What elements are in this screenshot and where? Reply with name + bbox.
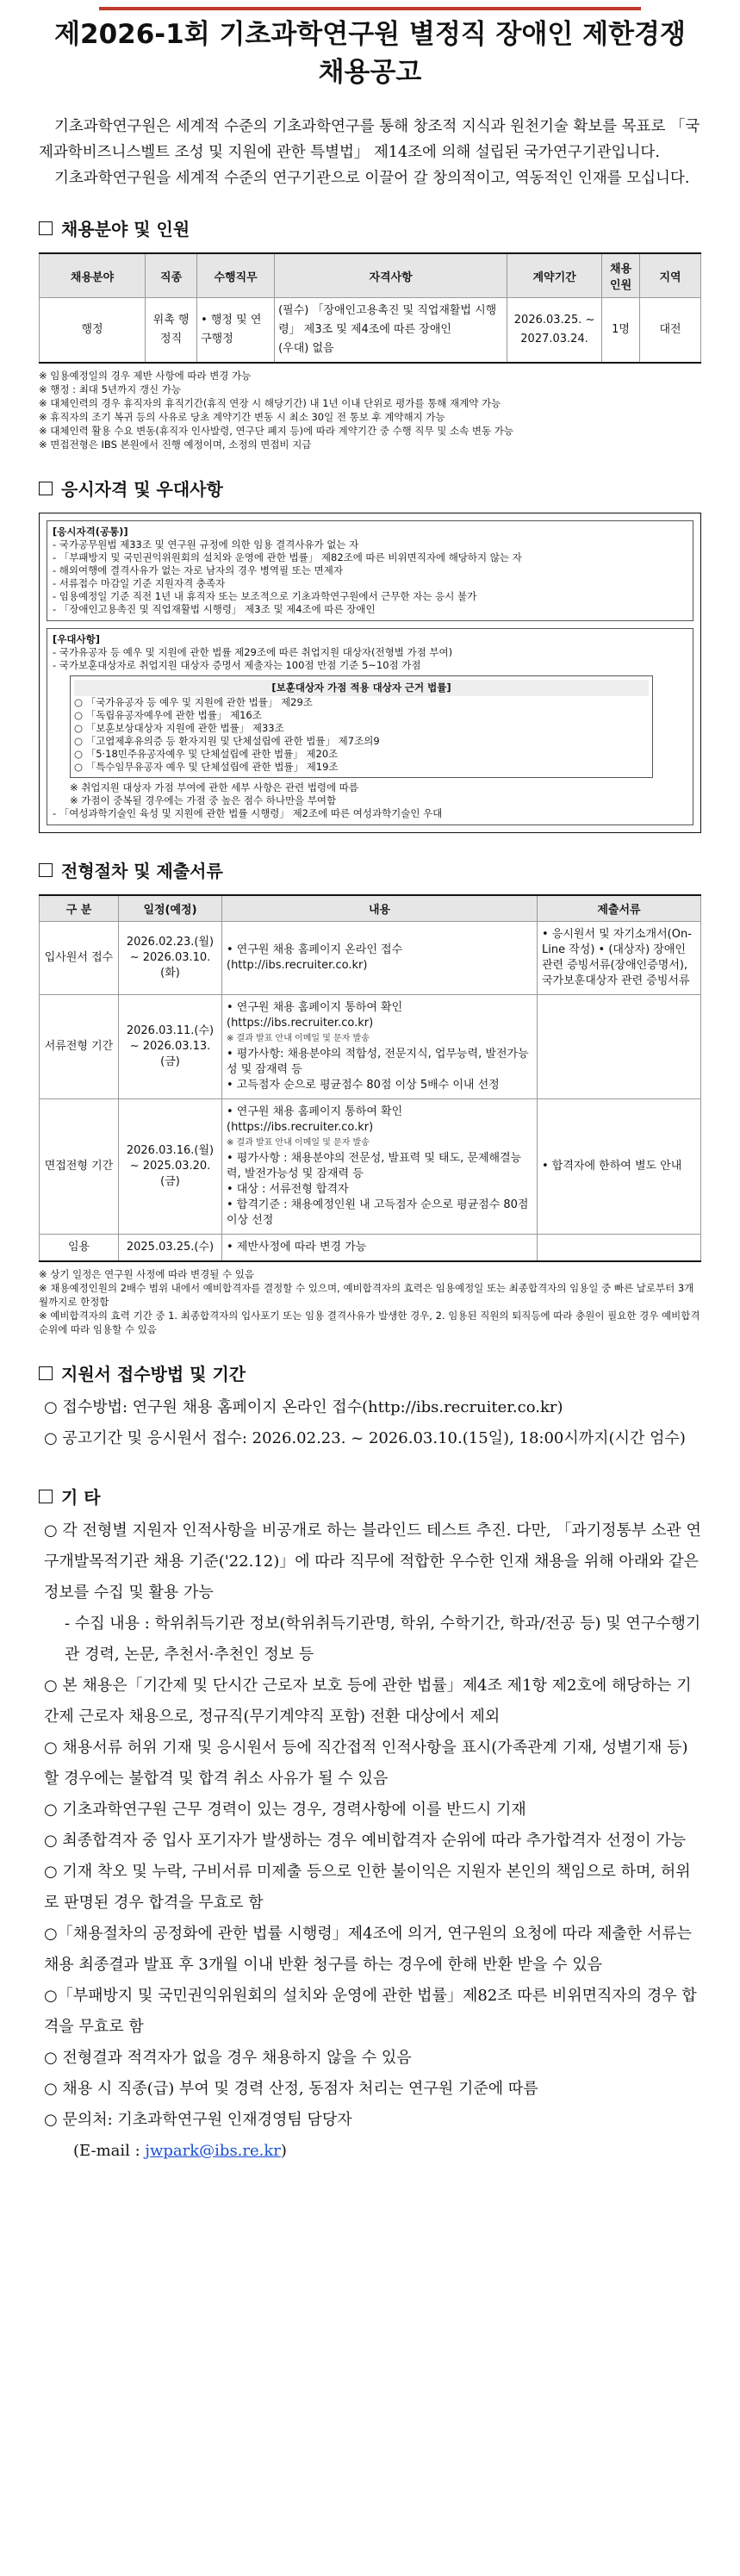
veteran-law-box: [70, 675, 653, 778]
stage-content: [222, 1235, 538, 1262]
process-table: [39, 894, 701, 1262]
table-header-row: [40, 253, 701, 298]
section-heading-eligibility: [39, 476, 701, 501]
qualification-preferred: (우대) 없음: [278, 342, 334, 355]
content-line: ※ 결과 발표 안내 이메일 및 문자 발송: [227, 1138, 370, 1148]
list-item: [44, 1733, 701, 1795]
checkbox-icon: [39, 863, 53, 877]
veteran-law-item: ○ 「고엽제후유의증 등 환자지원 및 단체설립에 관한 법률」 제7조의9: [74, 735, 380, 747]
table-header-row: [40, 895, 701, 922]
page-title: 제2026-1회 기초과학연구원 별정직 장애인 제한경쟁: [54, 19, 686, 50]
list-text: ○「채용절차의 공정화에 관한 법률 시행령」제4조에 의거, 연구원의 요청에 따라 제출한 서류는 채용 최종결과 발표 후 3개월 이내 반환 청구를 하는 경우에 한해 반환 받을 수 있음: [44, 1925, 693, 1974]
table-row: [40, 298, 701, 364]
positions-table: [39, 252, 701, 364]
list-text: ○ 문의처: 기초과학연구원 인재경영팀 담당자: [44, 2111, 352, 2129]
list-item: [44, 1919, 701, 1981]
email-label: (E-mail :: [73, 2142, 146, 2160]
cell-job: 위촉 행정직: [146, 298, 197, 364]
list-text: ○「부패방지 및 국민권익위원회의 설치와 운영에 관한 법률」제82조 따른 비위면직자의 경우 합격을 무효로 함: [44, 1987, 697, 2036]
section-title: 채용분야 및 인원: [61, 219, 190, 240]
table-header: 제출서류: [538, 895, 701, 922]
intro-paragraph: 기초과학연구원은 세계적 수준의 기초과학연구를 통해 창조적 지식과 원천기술 확보를 목표로 「국제과학비즈니스벨트 조성 및 지원에 관한 특별법」 제14조에 의해 설립된 국가연구기관입니다.: [39, 118, 700, 161]
list-item: [44, 2074, 701, 2105]
section-heading-application: [39, 1360, 701, 1385]
table-header: 채용분야: [40, 253, 146, 298]
content-line: • 연구원 채용 홈페이지 온라인 접수(http://ibs.recruiter.co.kr): [227, 943, 403, 972]
table-header: 계약기간: [507, 253, 602, 298]
eligibility-item: - 서류접수 마감일 기준 지원자격 충족자: [53, 577, 226, 589]
note: ※ 대체인력의 경우 휴직자의 휴직기간(휴직 연장 시 해당기간) 내 1년 이내 단위로 평가를 통해 재계약 가능: [39, 397, 501, 409]
content-line: • 평가사항 : 채용분야의 전문성, 발표력 및 태도, 문제해결능력, 발전가능성 및 잠재력 등: [227, 1152, 522, 1180]
list-text: ○ 채용서류 허위 기재 및 응시원서 등에 직간접적 인적사항을 표시(가족관계 기재, 성별기재 등)할 경우에는 불합격 및 합격 취소 사유가 될 수 있음: [44, 1739, 688, 1788]
table-header: 자격사항: [275, 253, 507, 298]
note: ※ 휴직자의 조기 복귀 등의 사유로 당초 계약기간 변동 시 최소 30일 전 통보 후 계약해지 가능: [39, 411, 445, 423]
table-header: 내용: [222, 895, 538, 922]
section-title: 기 타: [61, 1487, 101, 1508]
table-row: [40, 922, 701, 995]
stage-content: [222, 1099, 538, 1235]
list-text: ○ 기재 착오 및 누락, 구비서류 미제출 등으로 인한 불이익은 지원자 본인의 책임으로 하며, 허위로 판명된 경우 합격을 무효로 함: [44, 1863, 691, 1912]
list-item: [44, 1981, 701, 2043]
stage-docs: [538, 995, 701, 1099]
email-end: ): [280, 2142, 287, 2160]
veteran-law-item: ○ 「5·18민주유공자예우 및 단체설립에 관한 법률」 제20조: [74, 748, 339, 760]
stage-content: [222, 995, 538, 1099]
veteran-note: ※ 취업지원 대상자 가점 부여에 관한 세부 사항은 관련 법령에 따름: [70, 781, 359, 793]
stage-name: 입사원서 접수: [40, 922, 119, 995]
content-line: • 합격기준 : 채용예정인원 내 고득점자 순으로 평균점수 80점 이상 선정: [227, 1198, 529, 1227]
note: ※ 행정 : 최대 5년까지 갱신 가능: [39, 383, 181, 395]
veteran-law-item: ○ 「독립유공자예우에 관한 법률」 제16조: [74, 709, 262, 721]
note: ※ 면접전형은 IBS 본원에서 진행 예정이며, 소정의 면접비 지급: [39, 439, 312, 451]
veteran-law-item: ○ 「특수임무유공자 예우 및 단체설립에 관한 법률」 제19조: [74, 761, 339, 773]
checkbox-icon: [39, 221, 53, 235]
list-text: ○ 공고기간 및 응시원서 접수: 2026.02.23. ~ 2026.03.10.(15일), 18:00시까지(시간 엄수): [44, 1429, 686, 1447]
eligibility-item: - 국가공무원법 제33조 및 연구원 규정에 의한 임용 결격사유가 없는 자: [53, 538, 359, 551]
note: ※ 채용예정인원의 2배수 범위 내에서 예비합격자를 결정할 수 있으며, 예비합격자의 효력은 임용예정일 또는 최종합격자의 임용일 중 빠른 날로부터 3개월까지로 한정함: [39, 1282, 694, 1308]
cell-field: 행정: [40, 298, 146, 364]
note: ※ 상기 일정은 연구원 사정에 따라 변경될 수 있음: [39, 1268, 254, 1280]
eligibility-item: - 임용예정일 기준 직전 1년 내 휴직자 또는 보조적으로 기초과학연구원에서 근무한 자는 응시 불가: [53, 590, 477, 602]
title-bar-decoration: [99, 7, 641, 10]
list-item: [44, 1857, 701, 1919]
section-heading-positions: [39, 215, 701, 240]
contact-email: [73, 2136, 701, 2167]
checkbox-icon: [39, 1490, 53, 1503]
preference-item: - 국가유공자 등 예우 및 지원에 관한 법률 제29조에 따른 취업지원 대상자(전형별 가점 부여): [53, 646, 453, 658]
stage-date: 2026.03.16.(월) ~ 2025.03.20.(금): [119, 1099, 222, 1235]
cell-count: 1명: [602, 298, 640, 364]
stage-docs: [538, 1235, 701, 1262]
list-text: ○ 본 채용은「기간제 및 단시간 근로자 보호 등에 관한 법률」제4조 제1항 제2호에 해당하는 기간제 근로자 채용으로, 정규직(무기계약직 포함) 전환 대상에서 제외: [44, 1677, 692, 1726]
application-list: [39, 1392, 701, 1454]
email-link[interactable]: jwpark@ibs.re.kr: [145, 2142, 281, 2160]
section-heading-process: [39, 857, 701, 882]
stage-name: 임용: [40, 1235, 119, 1262]
list-item: [44, 1515, 701, 1608]
table-header: 직종: [146, 253, 197, 298]
note: ※ 예비합격자의 효력 기간 중 1. 최종합격자의 입사포기 또는 임용 결격사유가 발생한 경우, 2. 임용된 직원의 퇴직등에 따라 충원이 필요한 경우 예비합격 순위에 따라 임용할 수 있음: [39, 1310, 700, 1335]
list-item: [44, 1671, 701, 1733]
section-heading-etc: [39, 1484, 701, 1509]
cell-region: 대전: [640, 298, 701, 364]
intro-paragraph: 기초과학연구원을 세계적 수준의 연구기관으로 이끌어 갈 창의적이고, 역동적인 인재를 모십니다.: [54, 170, 690, 187]
veteran-note: ※ 가점이 중복될 경우에는 가점 중 높은 점수 하나만을 부여함: [70, 794, 337, 806]
content-line: • 연구원 채용 홈페이지 통하여 확인(https://ibs.recruiter.co.kr): [227, 1001, 403, 1030]
section-title: 지원서 접수방법 및 기간: [61, 1364, 246, 1384]
process-notes: [39, 1267, 701, 1336]
stage-name: 서류전형 기간: [40, 995, 119, 1099]
content-line: ※ 결과 발표 안내 이메일 및 문자 발송: [227, 1034, 370, 1043]
cell-duty: • 행정 및 연구행정: [197, 298, 275, 364]
table-header: 채용인원: [602, 253, 640, 298]
content-line: • 제반사정에 따라 변경 가능: [227, 1241, 367, 1254]
section-title: 응시자격 및 우대사항: [61, 479, 223, 500]
qualification-required: (필수) 「장애인고용촉진 및 직업재활법 시행령」 제3조 및 제4조에 따른 장애인: [278, 304, 497, 336]
stage-date: 2026.03.11.(수) ~ 2026.03.13.(금): [119, 995, 222, 1099]
stage-docs: • 합격자에 한하여 별도 안내: [538, 1099, 701, 1235]
list-item: [44, 1795, 701, 1826]
content-line: • 고득점자 순으로 평균점수 80점 이상 5배수 이내 선정: [227, 1079, 500, 1092]
stage-content: [222, 922, 538, 995]
eligibility-box: [39, 513, 701, 833]
veteran-law-item: ○ 「보훈보상대상자 지원에 관한 법률」 제33조: [74, 722, 284, 734]
table-row: [40, 1099, 701, 1235]
stage-name: 면접전형 기간: [40, 1099, 119, 1235]
veteran-law-item: ○ 「국가유공자 등 예우 및 지원에 관한 법률」 제29조: [74, 696, 313, 708]
cell-period: 2026.03.25. ~ 2027.03.24.: [507, 298, 602, 364]
list-item: [44, 2105, 701, 2136]
eligibility-title: [응시자격(공통)]: [53, 526, 128, 538]
table-row: [40, 995, 701, 1099]
list-subitem: [65, 1608, 701, 1671]
etc-list: [39, 1515, 701, 2167]
list-text: ○ 접수방법: 연구원 채용 홈페이지 온라인 접수(http://ibs.recruiter.co.kr): [44, 1398, 563, 1416]
content-line: • 평가사항: 채용분야의 적합성, 전문지식, 업무능력, 발전가능성 및 잠재력 등: [227, 1048, 529, 1076]
note: ※ 대체인력 활용 수요 변동(휴직자 인사발령, 연구단 폐지 등)에 따라 계약기간 중 수행 직무 및 소속 변동 가능: [39, 425, 513, 437]
table-row: [40, 1235, 701, 1262]
eligibility-item: - 해외여행에 결격사유가 없는 자로 남자의 경우 병역필 또는 면제자: [53, 564, 343, 576]
list-item: [44, 1392, 701, 1423]
cell-qualification: [275, 298, 507, 364]
checkbox-icon: [39, 1366, 53, 1380]
list-text: ○ 채용 시 직종(급) 부여 및 경력 산정, 동점자 처리는 연구원 기준에 따름: [44, 2080, 538, 2098]
list-item: [44, 1826, 701, 1857]
table-header: 수행직무: [197, 253, 275, 298]
stage-docs: • 응시원서 및 자기소개서(On-Line 작성) • (대상자) 장애인 관련 증빙서류(장애인증명서), 국가보훈대상자 관련 증빙서류: [538, 922, 701, 995]
content-line: • 대상 : 서류전형 합격자: [227, 1183, 349, 1196]
checkbox-icon: [39, 482, 53, 495]
eligibility-common: [47, 520, 693, 621]
preference-item: - 「여성과학기술인 육성 및 지원에 관한 법률 시행령」 제2조에 따른 여성과학기술인 우대: [53, 807, 443, 819]
eligibility-item: - 「장애인고용촉진 및 직업재활법 시행령」 제3조 및 제4조에 따른 장애인: [53, 603, 376, 615]
list-text: ○ 기초과학연구원 근무 경력이 있는 경우, 경력사항에 이를 반드시 기재: [44, 1801, 526, 1819]
content-line: • 연구원 채용 홈페이지 통하여 확인(https://ibs.recruiter.co.kr): [227, 1105, 403, 1134]
eligibility-item: - 「부패방지 및 국민권익위원회의 설치와 운영에 관한 법률」 제82조에 따른 비위면직자에 해당하지 않는 자: [53, 551, 522, 563]
page-subtitle: 채용공고: [318, 57, 422, 88]
preference-title: [우대사항]: [53, 633, 100, 645]
list-text: ○ 최종합격자 중 입사 포기자가 발생하는 경우 예비합격자 순위에 따라 추가합격자 선정이 가능: [44, 1832, 687, 1850]
list-item: [44, 2043, 701, 2074]
preference-item: - 국가보훈대상자로 취업지원 대상자 증명서 제출자는 100점 만점 기준 5~10점 가점: [53, 659, 421, 671]
note: ※ 임용예정일의 경우 제반 사항에 따라 변경 가능: [39, 370, 252, 382]
stage-date: 2025.03.25.(수): [119, 1235, 222, 1262]
list-text: - 수집 내용 : 학위취득기관 정보(학위취득기관명, 학위, 수학기간, 학과/전공 등) 및 연구수행기관 경력, 논문, 추천서·추천인 정보 등: [65, 1615, 701, 1664]
list-item: [44, 1423, 701, 1454]
table-header: 일정(예정): [119, 895, 222, 922]
preference-box: [47, 628, 693, 825]
positions-notes: [39, 369, 701, 451]
veteran-law-title: [보훈대상자 가점 적용 대상자 근거 법률]: [74, 680, 649, 696]
list-text: ○ 각 전형별 지원자 인적사항을 비공개로 하는 블라인드 테스트 추진. 다만, 「과기정통부 소관 연구개발목적기관 채용 기준('22.12)」에 따라 직무에 적합한 우수한 인재 채용을 위해 아래와 같은 정보를 수집 및 활용 가능: [44, 1521, 701, 1602]
list-text: ○ 전형결과 적격자가 없을 경우 채용하지 않을 수 있음: [44, 2049, 412, 2067]
stage-date: 2026.02.23.(월) ~ 2026.03.10.(화): [119, 922, 222, 995]
table-header: 구 분: [40, 895, 119, 922]
table-header: 지역: [640, 253, 701, 298]
section-title: 전형절차 및 제출서류: [61, 861, 223, 881]
intro: [39, 114, 701, 191]
